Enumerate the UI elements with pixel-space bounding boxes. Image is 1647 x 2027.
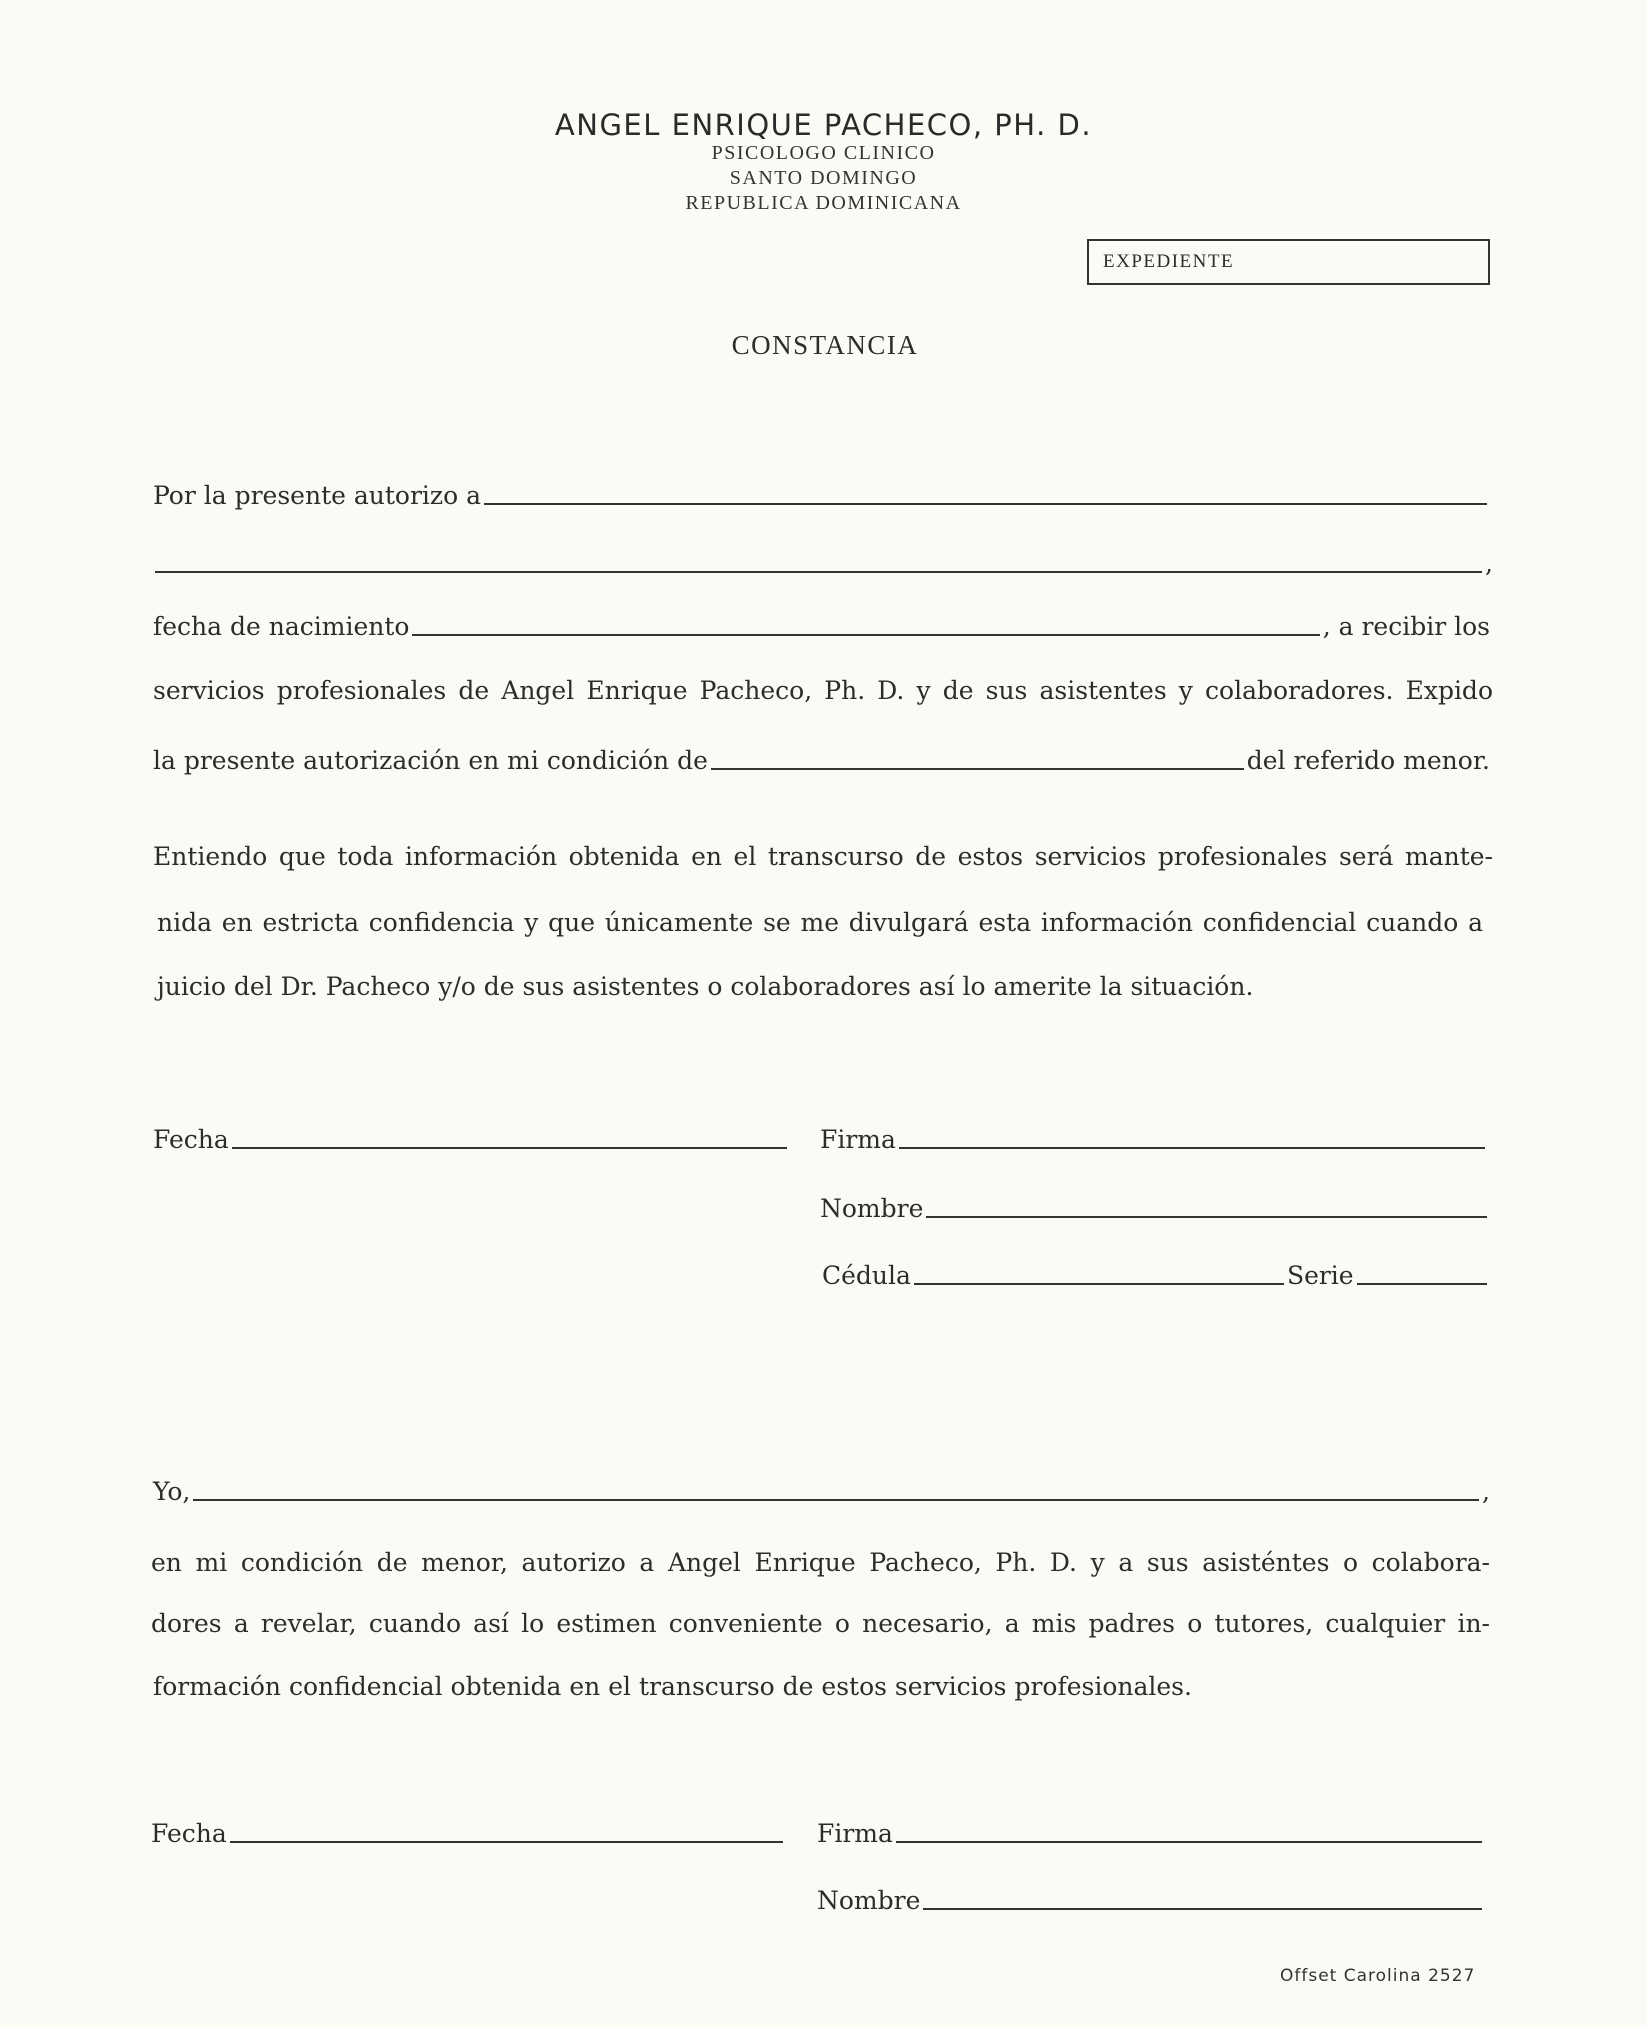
authorize-line-comma: ,	[1485, 549, 1493, 578]
birth-date-after: , a recibir los	[1322, 612, 1490, 641]
signature1-cedula-field[interactable]	[914, 1282, 1284, 1285]
condition-label: la presente autorización en mi condición de	[153, 746, 708, 775]
signature1-fecha-field[interactable]	[232, 1146, 787, 1149]
confidentiality-line-1: Entiendo que toda información obtenida en el transcurso de estos servicios profesionales será mante-	[153, 842, 1493, 871]
minor-yo-line	[153, 1476, 1490, 1508]
signature2-firma-field[interactable]	[896, 1840, 1482, 1843]
signature1-cedula-label: Cédula	[822, 1261, 911, 1290]
birth-date-label: fecha de nacimiento	[153, 612, 410, 641]
signature1-serie-label: Serie	[1286, 1261, 1354, 1290]
minor-yo-comma: ,	[1482, 1477, 1490, 1506]
doctor-name: ANGEL ENRIQUE PACHECO, PH. D.	[554, 108, 1093, 142]
signature1-firma-line	[820, 1124, 1488, 1156]
signature1-nombre-field[interactable]	[926, 1215, 1487, 1218]
birth-date-field[interactable]	[412, 633, 1319, 636]
signature2-nombre-line	[817, 1885, 1485, 1917]
minor-line-3: formación confidencial obtenida en el transcurso de estos servicios profesionales.	[153, 1672, 1192, 1701]
confidentiality-line-2: nida en estricta confidencia y que únicamente se me divulgará esta información confidencial cuando a	[157, 908, 1483, 937]
condition-field[interactable]	[711, 767, 1244, 770]
signature1-nombre-line	[820, 1193, 1490, 1225]
doctor-profession: PSICOLOGO CLINICO	[711, 142, 936, 164]
signature2-firma-label: Firma	[817, 1819, 893, 1848]
condition-after: del referido menor.	[1246, 746, 1490, 775]
minor-line-2: dores a revelar, cuando así lo estimen conveniente o necesario, a mis padres o tutores, cualquier in-	[151, 1609, 1490, 1638]
doctor-city: SANTO DOMINGO	[729, 167, 918, 189]
signature2-nombre-label: Nombre	[817, 1886, 921, 1915]
signature1-firma-field[interactable]	[899, 1146, 1485, 1149]
document-title: CONSTANCIA	[731, 330, 919, 360]
services-text: servicios profesionales de Angel Enrique Pacheco, Ph. D. y de sus asistentes y colaboradores. Expido	[153, 676, 1493, 705]
authorize-name-line	[153, 480, 1490, 512]
printer-credit: Offset Carolina 2527	[1280, 1966, 1476, 1986]
signature1-cedula-line	[822, 1260, 1490, 1292]
authorize-label: Por la presente autorizo a	[153, 481, 481, 510]
authorize-name-line-2	[155, 548, 1493, 580]
birth-date-line	[153, 611, 1490, 643]
authorize-name-field[interactable]	[484, 502, 1487, 505]
signature1-nombre-label: Nombre	[820, 1194, 924, 1223]
expediente-field[interactable]	[1087, 239, 1490, 285]
minor-yo-label: Yo,	[153, 1477, 191, 1506]
minor-name-field[interactable]	[193, 1498, 1479, 1501]
signature1-serie-field[interactable]	[1357, 1282, 1487, 1285]
signature1-fecha-line	[153, 1124, 790, 1156]
signature1-firma-label: Firma	[820, 1125, 896, 1154]
expediente-label: EXPEDIENTE	[1103, 251, 1235, 272]
confidentiality-line-3: juicio del Dr. Pacheco y/o de sus asistentes o colaboradores así lo amerite la situación.	[157, 972, 1254, 1001]
signature2-nombre-field[interactable]	[923, 1907, 1482, 1910]
signature2-fecha-field[interactable]	[230, 1840, 783, 1843]
condition-line	[153, 745, 1490, 777]
doctor-country: REPUBLICA DOMINICANA	[685, 192, 962, 214]
signature2-firma-line	[817, 1818, 1485, 1850]
signature2-fecha-label: Fecha	[151, 1819, 227, 1848]
minor-line-1: en mi condición de menor, autorizo a Angel Enrique Pacheco, Ph. D. y a sus asisténtes o colabora-	[151, 1548, 1490, 1577]
signature2-fecha-line	[151, 1818, 786, 1850]
signature1-fecha-label: Fecha	[153, 1125, 229, 1154]
authorize-name-field-2[interactable]	[155, 570, 1482, 573]
